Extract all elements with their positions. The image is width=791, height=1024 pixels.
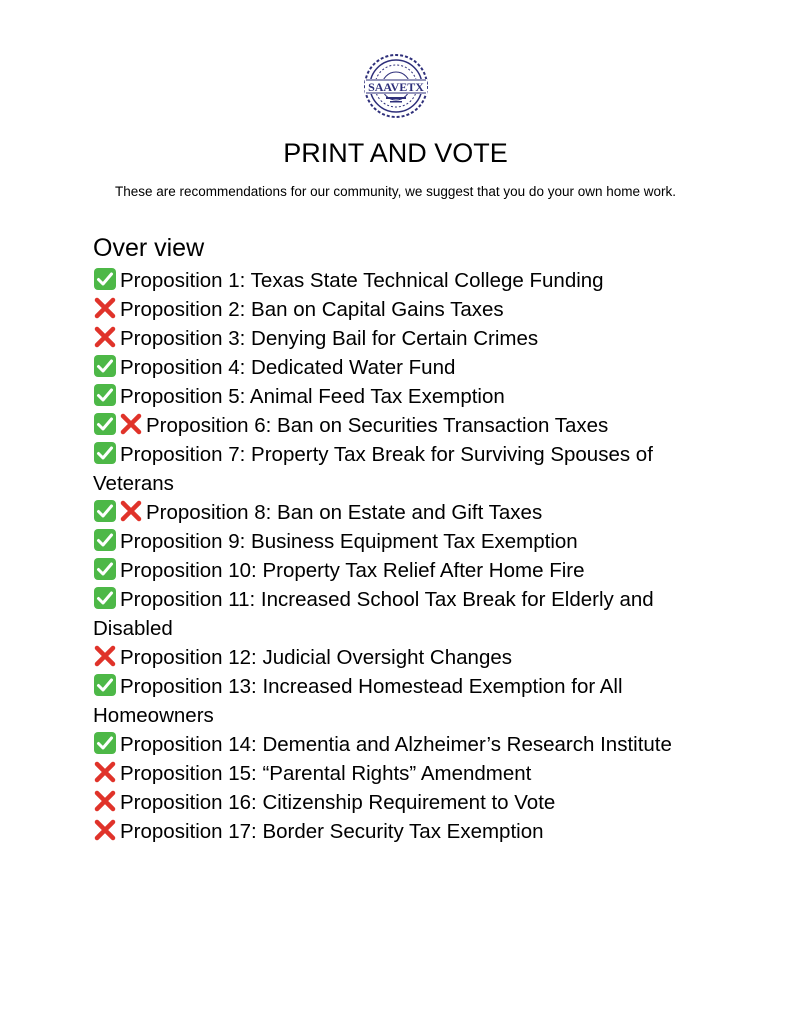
proposition-item xyxy=(93,788,713,817)
proposition-text: Proposition 6: Ban on Securities Transaction Taxes xyxy=(146,414,609,437)
proposition-text: Proposition 11: Increased School Tax Break for Elderly and Disabled xyxy=(93,588,654,640)
cross-mark-icon xyxy=(93,789,117,813)
proposition-item xyxy=(93,324,713,353)
logo-text: SAAVETX xyxy=(368,80,424,94)
check-mark-icon xyxy=(93,586,117,610)
check-mark-icon xyxy=(93,354,117,378)
proposition-list xyxy=(93,266,713,846)
proposition-item xyxy=(93,353,713,382)
check-mark-icon xyxy=(93,499,117,523)
proposition-item xyxy=(93,266,713,295)
check-mark-icon xyxy=(93,267,117,291)
cross-mark-icon xyxy=(93,760,117,784)
proposition-text: Proposition 12: Judicial Oversight Changes xyxy=(120,646,512,669)
check-mark-icon xyxy=(93,528,117,552)
proposition-item xyxy=(93,556,713,585)
proposition-text: Proposition 7: Property Tax Break for Surviving Spouses of Veterans xyxy=(93,443,653,495)
proposition-text: Proposition 1: Texas State Technical College Funding xyxy=(120,269,604,292)
check-mark-icon xyxy=(93,557,117,581)
proposition-text: Proposition 5: Animal Feed Tax Exemption xyxy=(120,385,505,408)
proposition-text: Proposition 17: Border Security Tax Exemption xyxy=(120,820,544,843)
proposition-text: Proposition 15: “Parental Rights” Amendment xyxy=(120,762,532,785)
proposition-item xyxy=(93,382,713,411)
proposition-text: Proposition 2: Ban on Capital Gains Taxes xyxy=(120,298,504,321)
logo-graphic xyxy=(362,52,430,120)
saavetx-logo-icon xyxy=(362,52,430,120)
proposition-item xyxy=(93,730,713,759)
cross-mark-icon xyxy=(93,818,117,842)
proposition-item xyxy=(93,295,713,324)
proposition-text: Proposition 3: Denying Bail for Certain Crimes xyxy=(120,327,539,350)
proposition-text: Proposition 16: Citizenship Requirement to Vote xyxy=(120,791,556,814)
proposition-text: Proposition 14: Dementia and Alzheimer’s Research Institute xyxy=(120,733,672,756)
cross-mark-icon xyxy=(119,499,143,523)
proposition-item xyxy=(93,440,713,498)
check-mark-icon xyxy=(93,673,117,697)
proposition-item xyxy=(93,759,713,788)
check-mark-icon xyxy=(93,412,117,436)
proposition-item xyxy=(93,643,713,672)
page-subtitle: These are recommendations for our community, we suggest that you do your own home work. xyxy=(114,184,676,199)
proposition-item xyxy=(93,672,713,730)
check-mark-icon xyxy=(93,441,117,465)
proposition-text: Proposition 10: Property Tax Relief After Home Fire xyxy=(120,559,585,582)
proposition-item xyxy=(93,817,713,846)
proposition-item xyxy=(93,585,713,643)
proposition-item xyxy=(93,498,713,527)
overview-heading: Over view xyxy=(93,234,205,262)
page-title: PRINT AND VOTE xyxy=(283,138,508,168)
proposition-text: Proposition 13: Increased Homestead Exemption for All Homeowners xyxy=(93,675,623,727)
cross-mark-icon xyxy=(93,644,117,668)
check-mark-icon xyxy=(93,383,117,407)
cross-mark-icon xyxy=(93,296,117,320)
proposition-item xyxy=(93,411,713,440)
proposition-text: Proposition 9: Business Equipment Tax Exemption xyxy=(120,530,578,553)
cross-mark-icon xyxy=(93,325,117,349)
cross-mark-icon xyxy=(119,412,143,436)
proposition-text: Proposition 4: Dedicated Water Fund xyxy=(120,356,456,379)
check-mark-icon xyxy=(93,731,117,755)
proposition-item xyxy=(93,527,713,556)
proposition-text: Proposition 8: Ban on Estate and Gift Taxes xyxy=(146,501,543,524)
